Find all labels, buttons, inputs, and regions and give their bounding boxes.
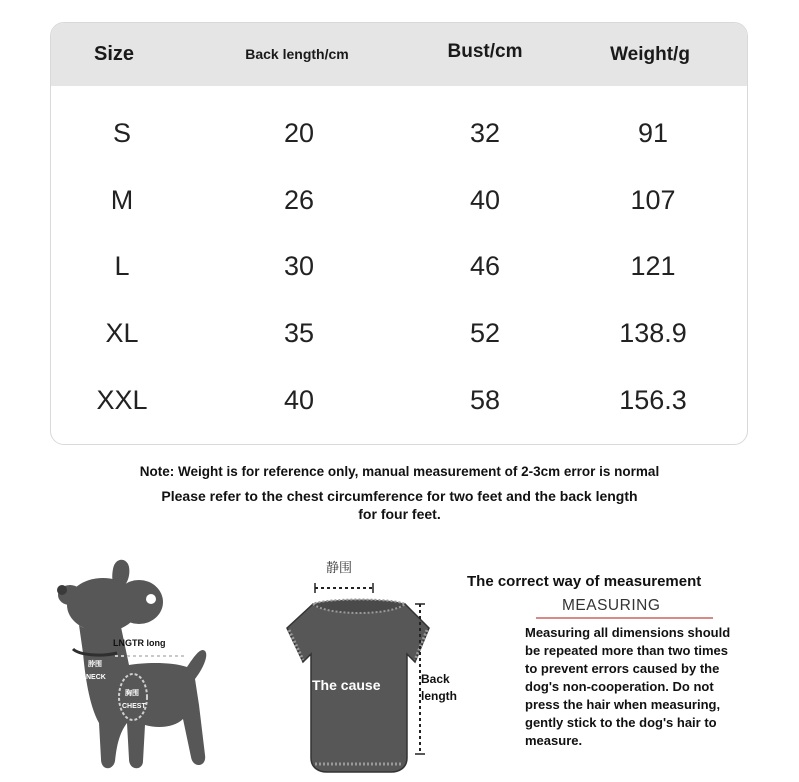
measuring-heading: MEASURING xyxy=(562,597,661,614)
cell-weight: 107 xyxy=(630,185,676,215)
shirt-top-label: 静围 xyxy=(326,560,353,575)
cell-size: XL xyxy=(105,318,139,348)
cell-bust: 58 xyxy=(469,385,501,415)
weight-note: Note: Weight is for reference only, manual measurement of 2-3cm error is normal xyxy=(139,464,660,479)
neck-label-cn: 脖围 xyxy=(88,661,102,668)
measurement-title: The correct way of measurement xyxy=(467,573,702,590)
cell-bust: 46 xyxy=(469,251,501,281)
cell-bust: 32 xyxy=(469,118,501,148)
cell-size: XXL xyxy=(96,385,148,415)
measure-note-line1: Please refer to the chest circumference for two feet and the back length xyxy=(161,488,638,504)
size-chart-table xyxy=(50,22,748,445)
header-bust: Bust/cm xyxy=(447,41,523,62)
back-length-label: Back length xyxy=(421,672,457,703)
cell-weight: 91 xyxy=(637,118,669,148)
dog-eye xyxy=(146,594,156,604)
cell-size: M xyxy=(110,185,134,215)
measuring-underline xyxy=(536,617,713,619)
measure-note-line2: for four feet. xyxy=(358,506,441,522)
dog-nose xyxy=(57,585,67,595)
header-size: Size xyxy=(93,43,135,65)
measurement-instructions: Measuring all dimensions should be repeated more than two times to prevent errors caused by the dog's non-cooperation. Do not press the hair when measuring, gently stick to the dog's hair to measure. xyxy=(525,625,731,748)
cell-bust: 40 xyxy=(469,185,501,215)
length-callout: LNGTR long xyxy=(113,638,166,648)
cell-size: S xyxy=(112,118,131,148)
cell-back-length: 30 xyxy=(283,251,315,281)
table-row xyxy=(51,103,747,163)
cell-size: L xyxy=(114,251,130,281)
cell-weight: 156.3 xyxy=(619,385,687,415)
shirt-body-text: The cause xyxy=(312,677,381,693)
cell-back-length: 40 xyxy=(283,385,315,415)
dog-silhouette-illustration xyxy=(55,555,225,780)
cell-weight: 121 xyxy=(630,251,676,281)
header-back-length: Back length/cm xyxy=(245,46,349,62)
chest-label-cn: 胸围 xyxy=(125,690,139,697)
cell-back-length: 26 xyxy=(283,185,315,215)
dog-head-back xyxy=(115,580,163,624)
cell-weight: 138.9 xyxy=(619,318,687,348)
table-row xyxy=(51,170,747,230)
cell-back-length: 35 xyxy=(283,318,315,348)
cell-back-length: 20 xyxy=(283,118,315,148)
shirt-illustration xyxy=(275,550,465,782)
neck-label: NECK xyxy=(86,674,106,681)
cell-bust: 52 xyxy=(469,318,501,348)
table-row xyxy=(51,303,747,363)
header-weight: Weight/g xyxy=(610,44,690,65)
table-row xyxy=(51,370,747,430)
table-row xyxy=(51,236,747,296)
chest-label: CHEST xyxy=(122,703,146,710)
table-header xyxy=(51,23,747,86)
